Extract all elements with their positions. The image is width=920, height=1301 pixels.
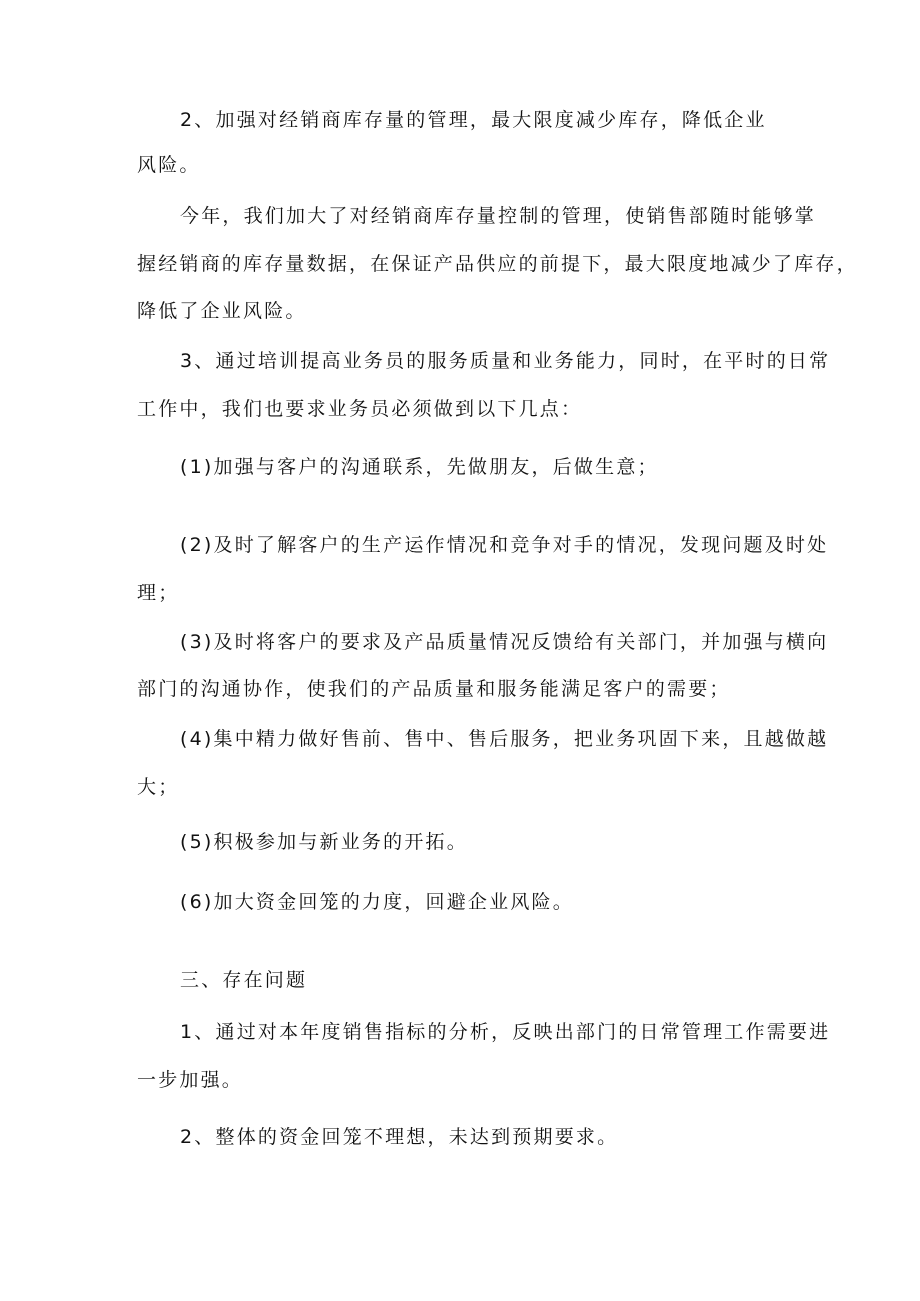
paragraph-inventory-line-3: 降低了企业风险。 [137, 300, 307, 322]
paragraph-inventory-line-1: 今年，我们加大了对经销商库存量控制的管理，使销售部随时能够掌 [180, 205, 817, 227]
paragraph-item-2-line-1: 2、加强对经销商库存量的管理，最大限度减少库存，降低企业 [180, 109, 767, 131]
list-item-3-line-1: (3)及时将客户的要求及产品质量情况反馈给有关部门，并加强与横向 [180, 631, 829, 653]
paragraph-item-3-line-1: 3、通过培训提高业务员的服务质量和业务能力，同时，在平时的日常 [180, 350, 831, 372]
problem-1-line-2: 一步加强。 [137, 1069, 244, 1091]
problem-1-line-1: 1、通过对本年度销售指标的分析，反映出部门的日常管理工作需要进 [180, 1021, 831, 1043]
list-item-2-line-2: 理； [137, 582, 180, 604]
paragraph-item-3-line-2: 工作中，我们也要求业务员必须做到以下几点： [137, 398, 583, 420]
list-item-1: (1)加强与客户的沟通联系，先做朋友，后做生意； [180, 456, 659, 478]
list-item-4-line-1: (4)集中精力做好售前、售中、售后服务，把业务巩固下来，且越做越 [180, 728, 829, 750]
paragraph-item-2-line-2: 风险。 [137, 154, 201, 176]
section-heading-problems: 三、存在问题 [180, 969, 308, 991]
list-item-6: (6)加大资金回笼的力度，回避企业风险。 [180, 891, 574, 913]
list-item-3-line-2: 部门的沟通协作，使我们的产品质量和服务能满足客户的需要； [137, 678, 731, 700]
list-item-5: (5)积极参加与新业务的开拓。 [180, 831, 468, 853]
paragraph-inventory-line-2: 握经销商的库存量数据，在保证产品供应的前提下，最大限度地减少了库存， [137, 253, 858, 275]
problem-2: 2、整体的资金回笼不理想，未达到预期要求。 [180, 1126, 619, 1148]
list-item-4-line-2: 大； [137, 776, 180, 798]
list-item-2-line-1: (2)及时了解客户的生产运作情况和竞争对手的情况，发现问题及时处 [180, 534, 829, 556]
